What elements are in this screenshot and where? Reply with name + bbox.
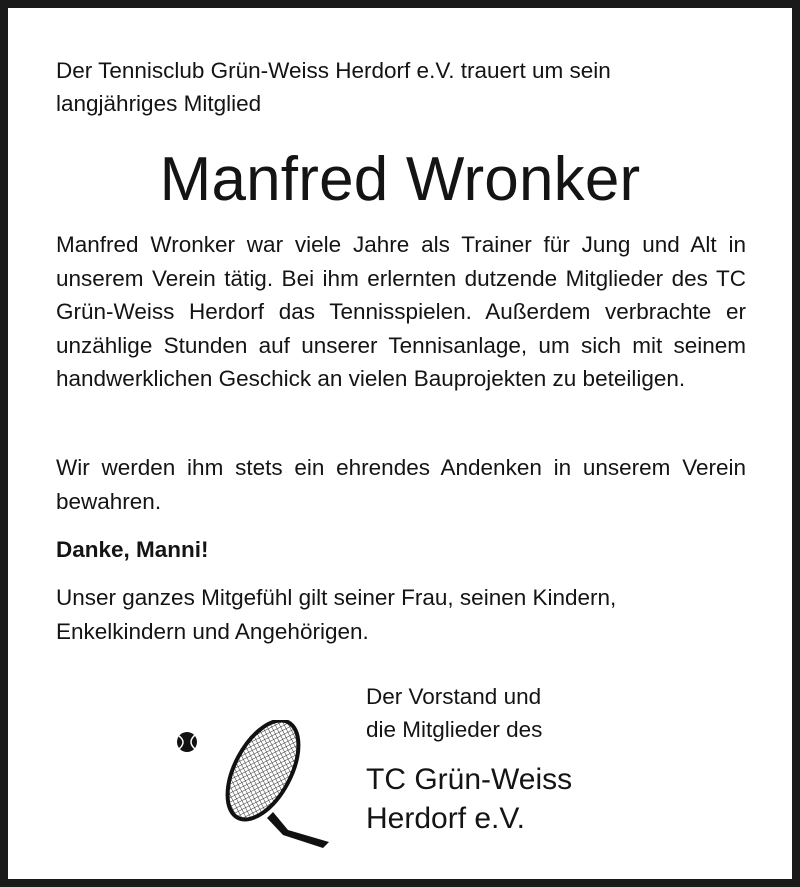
tennis-ball-icon [177,732,197,752]
condolence-line-2: Enkelkindern und Angehörigen. [56,618,369,644]
obituary-notice [8,8,792,879]
remembrance-paragraph: Wir werden ihm stets ein ehrendes Andenken in unserem Verein bewahren. [56,455,746,514]
club-name-line-1: TC Grün-Weiss [366,763,573,796]
tennis-racket-and-ball-icon [163,720,333,850]
intro-text [56,54,756,120]
signature-line-2: die Mitglieder des [366,717,543,742]
tribute-paragraph: Manfred Wronker war viele Jahre als Trainer für Jung und Alt in unserem Verein tätig. Bei ihm erlernten dutzende Mitglieder des TC Grün-Weiss Herdorf das Tennisspielen. Außerdem verbrachte er unzählige Stunden auf unserer Tennisanlage, um sich mit seinem handwerklichen Geschick an vielen Bauprojekten zu beteiligen. [56,232,746,391]
deceased-name: Manfred Wronker [159,145,641,214]
club-name-line-2: Herdorf e.V. [366,802,525,835]
intro-line-2: langjähriges Mitglied [56,91,262,116]
tennis-racket-icon [213,720,329,848]
condolence-paragraph [56,581,746,648]
condolence-line-1: Unser ganzes Mitgefühl gilt seiner Frau, seinen Kindern, [56,585,617,610]
signature-line-1: Der Vorstand und [366,684,542,709]
thanks-line: Danke, Manni! [56,537,209,562]
club-signature [366,760,572,838]
intro-line-1: Der Tennisclub Grün-Weiss Herdorf e.V. trauert um sein [56,58,611,83]
signature-small [366,680,542,746]
